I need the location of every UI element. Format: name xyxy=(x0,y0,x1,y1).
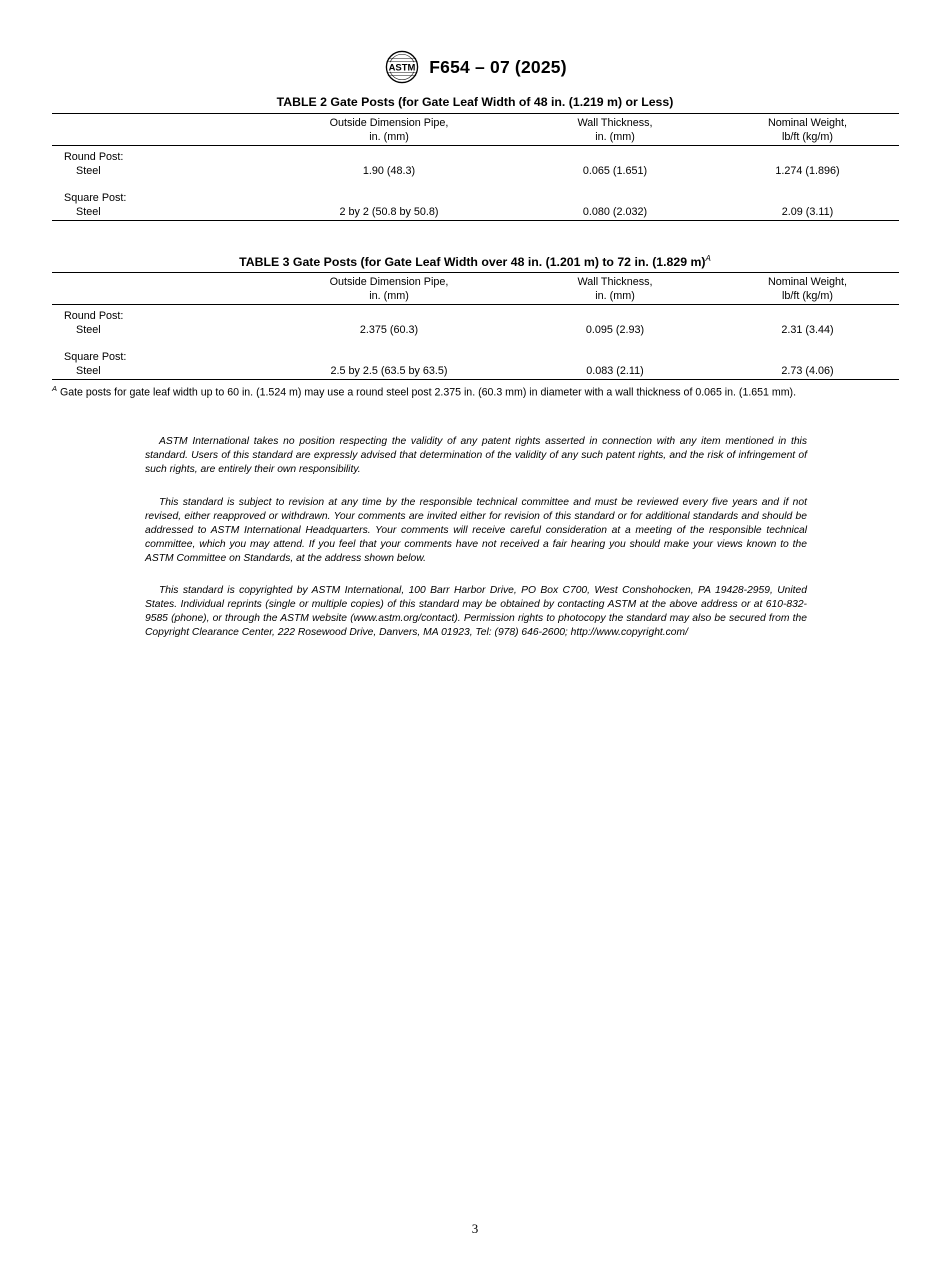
cell-wall-thickness: 0.065 (1.651) xyxy=(582,165,648,177)
table-row xyxy=(52,340,899,380)
row-label: Round Post: Steel xyxy=(64,151,124,177)
table-row xyxy=(52,146,899,182)
document-id: F654 – 07 (2025) xyxy=(429,56,567,77)
table-row xyxy=(52,181,899,221)
cell-wall-thickness: 0.080 (2.032) xyxy=(582,206,648,218)
table2-title: TABLE 2 Gate Posts (for Gate Leaf Width of 48 in. (1.219 m) or Less) xyxy=(276,95,674,109)
row-label: Square Post: Steel xyxy=(64,351,127,377)
cell-outside-dimension: 2 by 2 (50.8 by 50.8) xyxy=(339,206,439,218)
page-header xyxy=(0,50,950,84)
page-number: 3 xyxy=(471,1221,479,1236)
cell-wall-thickness: 0.083 (2.11) xyxy=(586,365,644,377)
table-row xyxy=(52,305,899,341)
cell-outside-dimension: 1.90 (48.3) xyxy=(362,165,416,177)
table3-title-note-mark: A xyxy=(705,254,711,263)
cell-outside-dimension: 2.375 (60.3) xyxy=(359,324,419,336)
cell-outside-dimension: 2.5 by 2.5 (63.5 by 63.5) xyxy=(330,365,448,377)
cell-nominal-weight: 2.31 (3.44) xyxy=(781,324,834,336)
notice-patent: ASTM International takes no position respecting the validity of any patent rights asserted in connection with any item mentioned in this standard. Users of this standard are expressly advised that determination of the validity of any such patent rights, and the risk of infringement of such rights, are entirely their own responsibility. xyxy=(145,436,807,475)
cell-nominal-weight: 2.09 (3.11) xyxy=(781,206,834,218)
footnote-mark: A xyxy=(52,384,58,393)
table3-footnote: $^A$ Gate posts for gate leaf width up to 60 in. (1.524 m) may use a round steel post 2.375 in. (60.3 mm) in diameter with a wall thickness of 0.065 in. (1.651 mm). xyxy=(52,384,797,399)
column-header-outside-dimension: Outside Dimension Pipe, in. (mm) xyxy=(329,117,449,143)
column-header-wall-thickness: Wall Thickness, in. (mm) xyxy=(577,276,653,302)
table3 xyxy=(52,272,899,380)
table3-title: TABLE 3 Gate Posts (for Gate Leaf Width over 48 in. (1.201 m) to 72 in. (1.829 m)$^A$ xyxy=(239,254,711,270)
table2-header-blank xyxy=(52,114,264,146)
table3-header-blank xyxy=(52,273,264,305)
table2 xyxy=(52,113,899,221)
cell-wall-thickness: 0.095 (2.93) xyxy=(585,324,645,336)
table3-header-row xyxy=(52,273,899,305)
cell-nominal-weight: 1.274 (1.896) xyxy=(775,165,840,177)
column-header-nominal-weight: Nominal Weight, lb/ft (kg/m) xyxy=(767,117,847,143)
table2-header-row xyxy=(52,114,899,146)
column-header-nominal-weight: Nominal Weight, lb/ft (kg/m) xyxy=(767,276,847,302)
notice-copyright: This standard is copyrighted by ASTM International, 100 Barr Harbor Drive, PO Box C700, West Conshohocken, PA 19428-2959, United States. Individual reprints (single or multiple copies) of this standard may be obtained by contacting ASTM at the above address or at 610-832-9585 (phone), or through the ASTM website (www.astm.org/contact). Permission rights to photocopy the standard may also be secured from the Copyright Clearance Center, 222 Rosewood Drive, Danvers, MA 01923, Tel: (978) 646-2600; http://www.copyright.com/ xyxy=(145,585,807,638)
notice-revision: This standard is subject to revision at any time by the responsible technical committee and must be reviewed every five years and if not revised, either reapproved or withdrawn. Your comments are invited either for revision of this standard or for additional standards and should be addressed to ASTM International Headquarters. Your comments will receive careful consideration at a meeting of the responsible technical committee, which you may attend. If you feel that your comments have not received a fair hearing you should make your views known to the ASTM Committee on Standards, at the address shown below. xyxy=(145,497,807,564)
row-label: Square Post: Steel xyxy=(64,192,127,218)
astm-logo-icon xyxy=(383,50,421,84)
cell-nominal-weight: 2.73 (4.06) xyxy=(781,365,834,377)
row-label: Round Post: Steel xyxy=(64,310,124,336)
column-header-wall-thickness: Wall Thickness, in. (mm) xyxy=(577,117,653,143)
column-header-outside-dimension: Outside Dimension Pipe, in. (mm) xyxy=(329,276,449,302)
svg-text:ASTM: ASTM xyxy=(388,62,416,74)
